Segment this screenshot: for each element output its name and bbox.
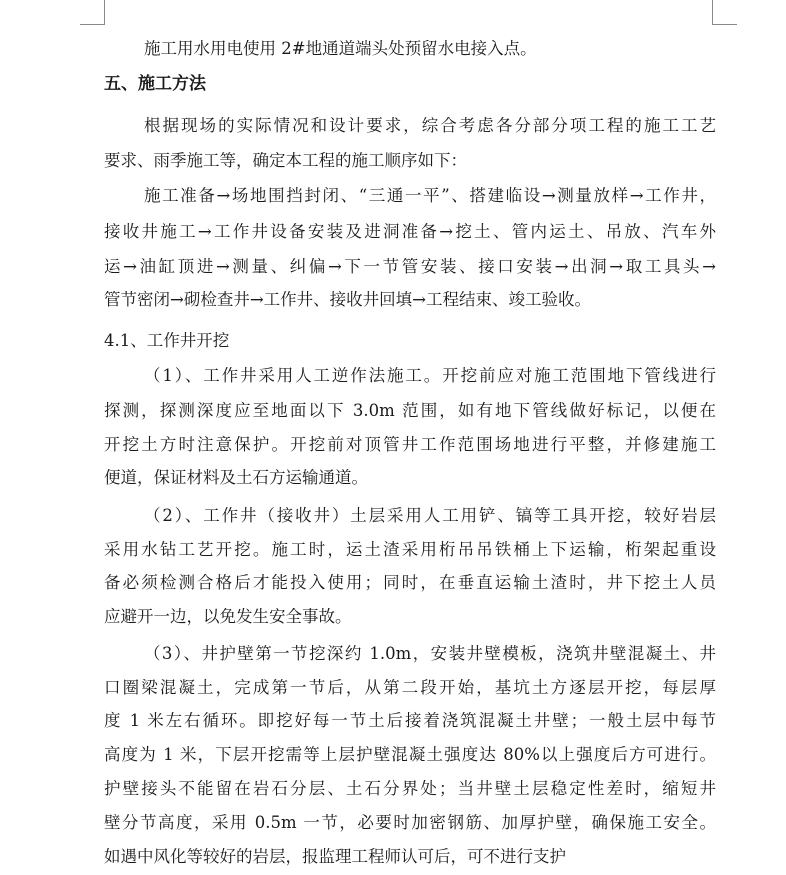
paragraph-line: 口圈梁混凝土，完成第一节后，从第二段开始，基坑土方逐层开挖，每层厚 bbox=[104, 678, 716, 697]
paragraph-line: 施工用水用电使用 2#地通道端头处预留水电接入点。 bbox=[144, 39, 537, 58]
paragraph-line: （2）、工作井（接收井）土层采用人工用铲、镐等工具开挖，较好岩层 bbox=[144, 506, 716, 525]
paragraph-line: 度 1 米左右循环。即挖好每一节土后接着浇筑混凝土井壁；一般土层中每节 bbox=[104, 711, 716, 730]
paragraph-line: 便道，保证材料及土石方运输通道。 bbox=[104, 468, 368, 487]
paragraph-line: 根据现场的实际情况和设计要求，综合考虑各分部分项工程的施工工艺 bbox=[144, 116, 716, 135]
subsection-heading: 4.1、工作井开挖 bbox=[104, 331, 230, 350]
paragraph-line: 应避开一边，以免发生安全事故。 bbox=[104, 607, 352, 626]
crop-mark-right-v bbox=[712, 0, 713, 25]
section-heading: 五、施工方法 bbox=[104, 74, 206, 94]
paragraph-line: 运→油缸顶进→测量、纠偏→下一节管安装、接口安装→出洞→取工具头→ bbox=[104, 257, 716, 276]
paragraph-line: 施工准备→场地围挡封闭、“三通一平”、搭建临设→测量放样→工作井， bbox=[144, 186, 716, 205]
crop-mark-left-h bbox=[80, 24, 105, 25]
paragraph-line: 开挖土方时注意保护。开挖前对顶管井工作范围场地进行平整，并修建施工 bbox=[104, 435, 716, 454]
paragraph-line: 高度为 1 米，下层开挖需等上层护壁混凝土强度达 80%以上强度后方可进行。 bbox=[104, 745, 716, 764]
crop-mark-left-v bbox=[104, 0, 105, 25]
paragraph-line: 护壁接头不能留在岩石分层、土石分界处；当井壁土层稳定性差时，缩短井 bbox=[104, 779, 716, 798]
paragraph-line: 探测，探测深度应至地面以下 3.0m 范围，如有地下管线做好标记，以便在 bbox=[104, 401, 716, 420]
paragraph-line: 接收井施工→工作井设备安装及进洞准备→挖土、管内运土、吊放、汽车外 bbox=[104, 222, 716, 241]
paragraph-line: 要求、雨季施工等，确定本工程的施工顺序如下： bbox=[104, 151, 467, 170]
paragraph-line: 管节密闭→砌检查井→工作井、接收井回填→工程结束、竣工验收。 bbox=[104, 290, 591, 309]
paragraph-line: 壁分节高度，采用 0.5m 一节，必要时加密钢筋、加厚护壁，确保施工安全。 bbox=[104, 813, 716, 832]
paragraph-line: （1）、工作井采用人工逆作法施工。开挖前应对施工范围地下管线进行 bbox=[144, 366, 716, 385]
paragraph-line: 采用水钻工艺开挖。施工时，运土渣采用桁吊吊铁桶上下运输，桁架起重设 bbox=[104, 540, 716, 559]
paragraph-line: （3）、井护壁第一节挖深约 1.0m，安装井壁模板，浇筑井壁混凝土、井 bbox=[144, 644, 716, 663]
paragraph-line: 备必须检测合格后才能投入使用；同时，在垂直运输土渣时，井下挖土人员 bbox=[104, 573, 716, 592]
crop-mark-right-h bbox=[712, 24, 737, 25]
paragraph-line: 如遇中风化等较好的岩层，报监理工程师认可后，可不进行支护 bbox=[104, 847, 566, 866]
